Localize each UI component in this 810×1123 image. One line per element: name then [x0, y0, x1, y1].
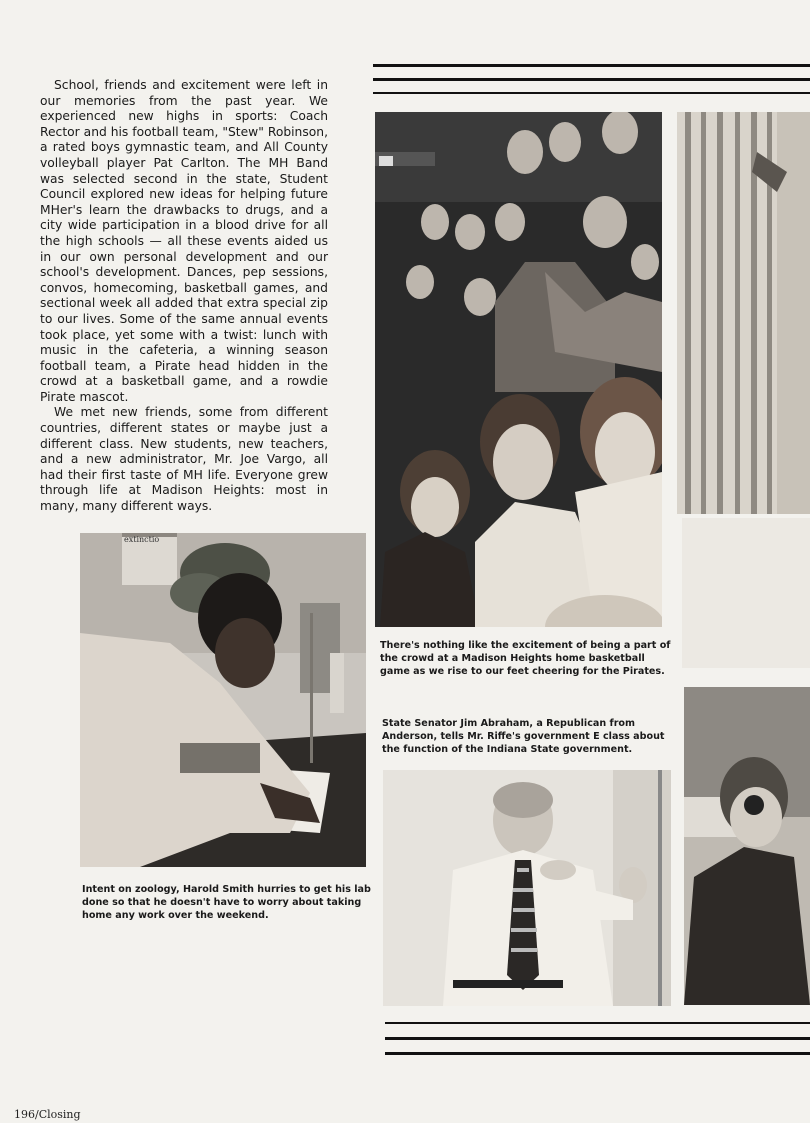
white-panel: [682, 518, 810, 668]
senator-photo: [383, 770, 671, 1006]
body-text: [40, 78, 328, 515]
crowd-caption: [380, 640, 672, 678]
lab-caption: [82, 884, 372, 922]
body-paragraph-2: We met new friends, some from different countries, different states or maybe just a different class. New students, new teachers, and a new administrator, Mr. Joe Vargo, all had their first taste of MH life. Everyone grew through life at Madison Heights: most in many, many different ways.: [40, 405, 328, 514]
top-rule-2: [373, 78, 810, 81]
crowd-photo: [375, 112, 662, 627]
page-folio: 196/Closing: [14, 1108, 81, 1121]
poster-text: extinctio: [124, 535, 160, 544]
curtain-photo: [677, 112, 810, 514]
body-paragraph-1: School, friends and excitement were left in our memories from the past year. We experienced new highs in sports: Coach Rector and his football team, "Stew" Robinson, a rated boys gymnastic team, and All County volleyball player Pat Carlton. The MH Band was selected second in the state, Student Council explored new ideas for helping future MHer's learn the drawbacks to drugs, and a city wide participation in a blood drive for all the high schools — all these events aided us in our own personal development and our school's development. Dances, pep sessions, convos, homecoming, basketball games, and sectional week all added that extra special zip to our lives. Some of the same annual events took place, yet some with a twist: lunch with music in the cafeteria, a winning season football team, a Pirate head hidden in the crowd at a basketball game, and a rowdie Pirate mascot.: [40, 78, 328, 404]
bottom-rule-2: [385, 1037, 810, 1040]
headphones-photo: [684, 687, 810, 1005]
lab-photo: [80, 533, 366, 867]
lab-caption-text: Intent on zoology, Harold Smith hurries to get his lab done so that he doesn't have to worry about taking home any work over the weekend.: [82, 884, 371, 921]
top-rule-1: [373, 64, 810, 67]
crowd-caption-text: There's nothing like the excitement of being a part of the crowd at a Madison Heights home basketball game as we rise to our feet cheering for the Pirates.: [380, 640, 671, 677]
top-rule-3: [373, 92, 810, 94]
bottom-rule-3: [385, 1052, 810, 1055]
senator-caption: [382, 718, 672, 756]
senator-caption-text: State Senator Jim Abraham, a Republican from Anderson, tells Mr. Riffe's government E class about the function of the Indiana State government.: [382, 718, 665, 755]
bottom-rule-1: [385, 1022, 810, 1024]
